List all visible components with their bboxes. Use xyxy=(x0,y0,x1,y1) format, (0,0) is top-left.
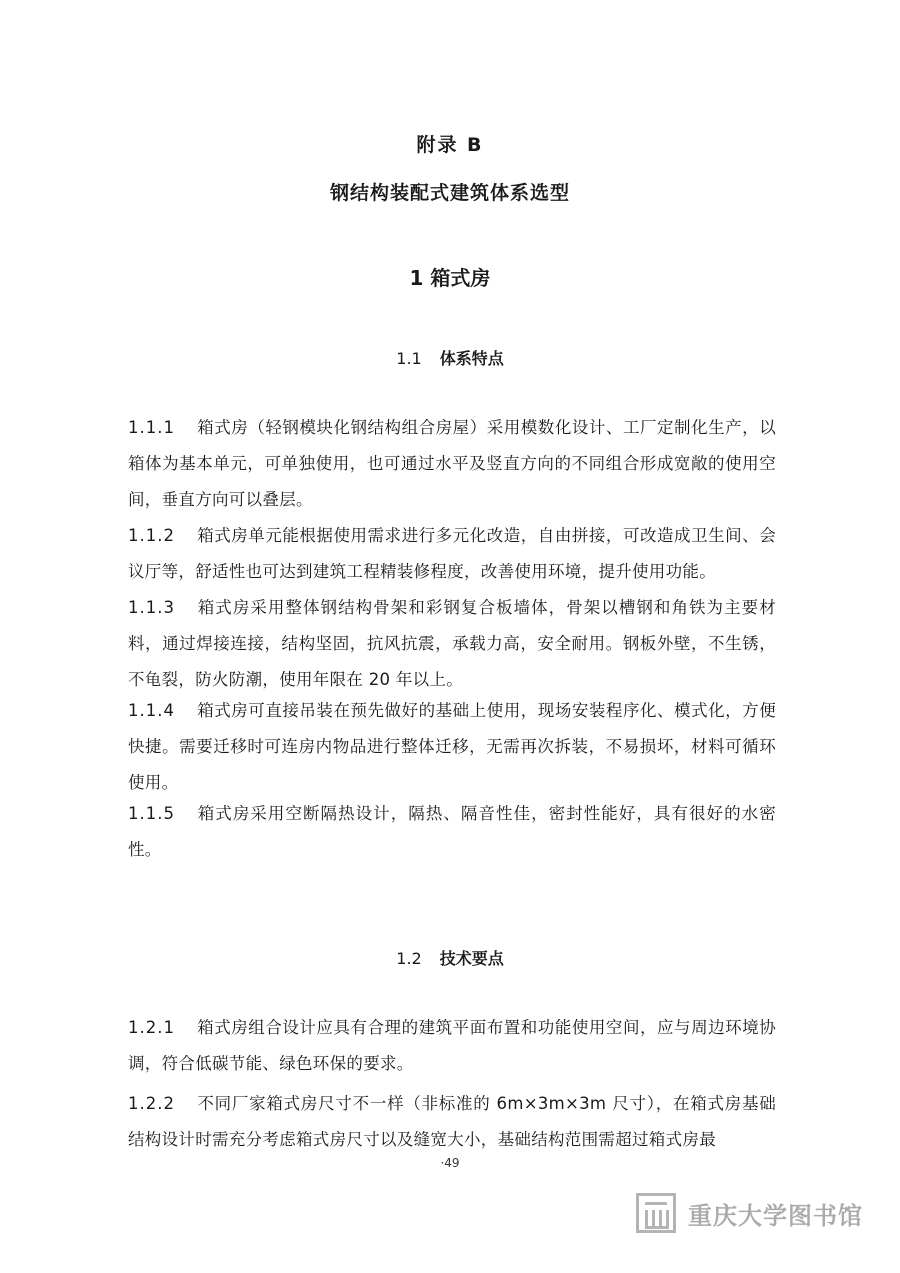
clause-number: 1.1.1 xyxy=(128,418,175,437)
section-title: 技术要点 xyxy=(439,949,504,968)
library-logo-icon xyxy=(636,1193,676,1233)
chapter-heading: 1 箱式房 xyxy=(409,266,491,290)
clause xyxy=(128,796,776,868)
watermark-text: 重庆大学图书馆 xyxy=(688,1201,863,1230)
appendix-title: 钢结构装配式建筑体系选型 xyxy=(329,182,570,204)
clause-text: 不同厂家箱式房尺寸不一样（非标准的 6m×3m×3m 尺寸），在箱式房基础结构设计时需充分考虑箱式房尺寸以及缝宽大小，基础结构范围需超过箱式房最 xyxy=(128,1094,776,1149)
clause-number: 1.1.4 xyxy=(128,701,175,720)
clause-text: 箱式房采用整体钢结构骨架和彩钢复合板墙体，骨架以槽钢和角铁为主要材料，通过焊接连接，结构坚固，抗风抗震，承载力高，安全耐用。钢板外壁，不生锈，不龟裂，防火防潮，使用年限在 20 年以上。 xyxy=(128,598,776,689)
clause xyxy=(128,410,776,518)
clause xyxy=(128,693,776,801)
clause xyxy=(128,518,776,590)
page-number: ·49 xyxy=(440,1156,460,1170)
clause-number: 1.1.3 xyxy=(128,598,175,617)
library-watermark xyxy=(636,1190,863,1236)
clause xyxy=(128,590,776,698)
section-heading xyxy=(0,946,900,969)
clause xyxy=(128,1010,776,1082)
appendix-heading: 附录 B xyxy=(416,134,484,156)
section-heading xyxy=(0,346,900,369)
clause-number: 1.1.5 xyxy=(128,804,175,823)
clause-text: 箱式房采用空断隔热设计，隔热、隔音性佳，密封性能好，具有很好的水密性。 xyxy=(128,804,776,859)
clause-text: 箱式房单元能根据使用需求进行多元化改造，自由拼接，可改造成卫生间、会议厅等，舒适性也可达到建筑工程精装修程度，改善使用环境，提升使用功能。 xyxy=(128,526,776,581)
clause-number: 1.1.2 xyxy=(128,526,175,545)
section-number: 1.1 xyxy=(396,349,422,368)
clause xyxy=(128,1086,776,1158)
clause-text: 箱式房可直接吊装在预先做好的基础上使用，现场安装程序化、模式化，方便快捷。需要迁移时可连房内物品进行整体迁移，无需再次拆装，不易损坏，材料可循环使用。 xyxy=(128,701,776,792)
section-number: 1.2 xyxy=(396,949,422,968)
section-title: 体系特点 xyxy=(439,349,504,368)
clause-number: 1.2.2 xyxy=(128,1094,175,1113)
clause-text: 箱式房组合设计应具有合理的建筑平面布置和功能使用空间，应与周边环境协调，符合低碳节能、绿色环保的要求。 xyxy=(128,1018,776,1073)
clause-number: 1.2.1 xyxy=(128,1018,175,1037)
clause-text: 箱式房（轻钢模块化钢结构组合房屋）采用模数化设计、工厂定制化生产，以箱体为基本单元，可单独使用，也可通过水平及竖直方向的不同组合形成宽敞的使用空间，垂直方向可以叠层。 xyxy=(128,418,776,509)
